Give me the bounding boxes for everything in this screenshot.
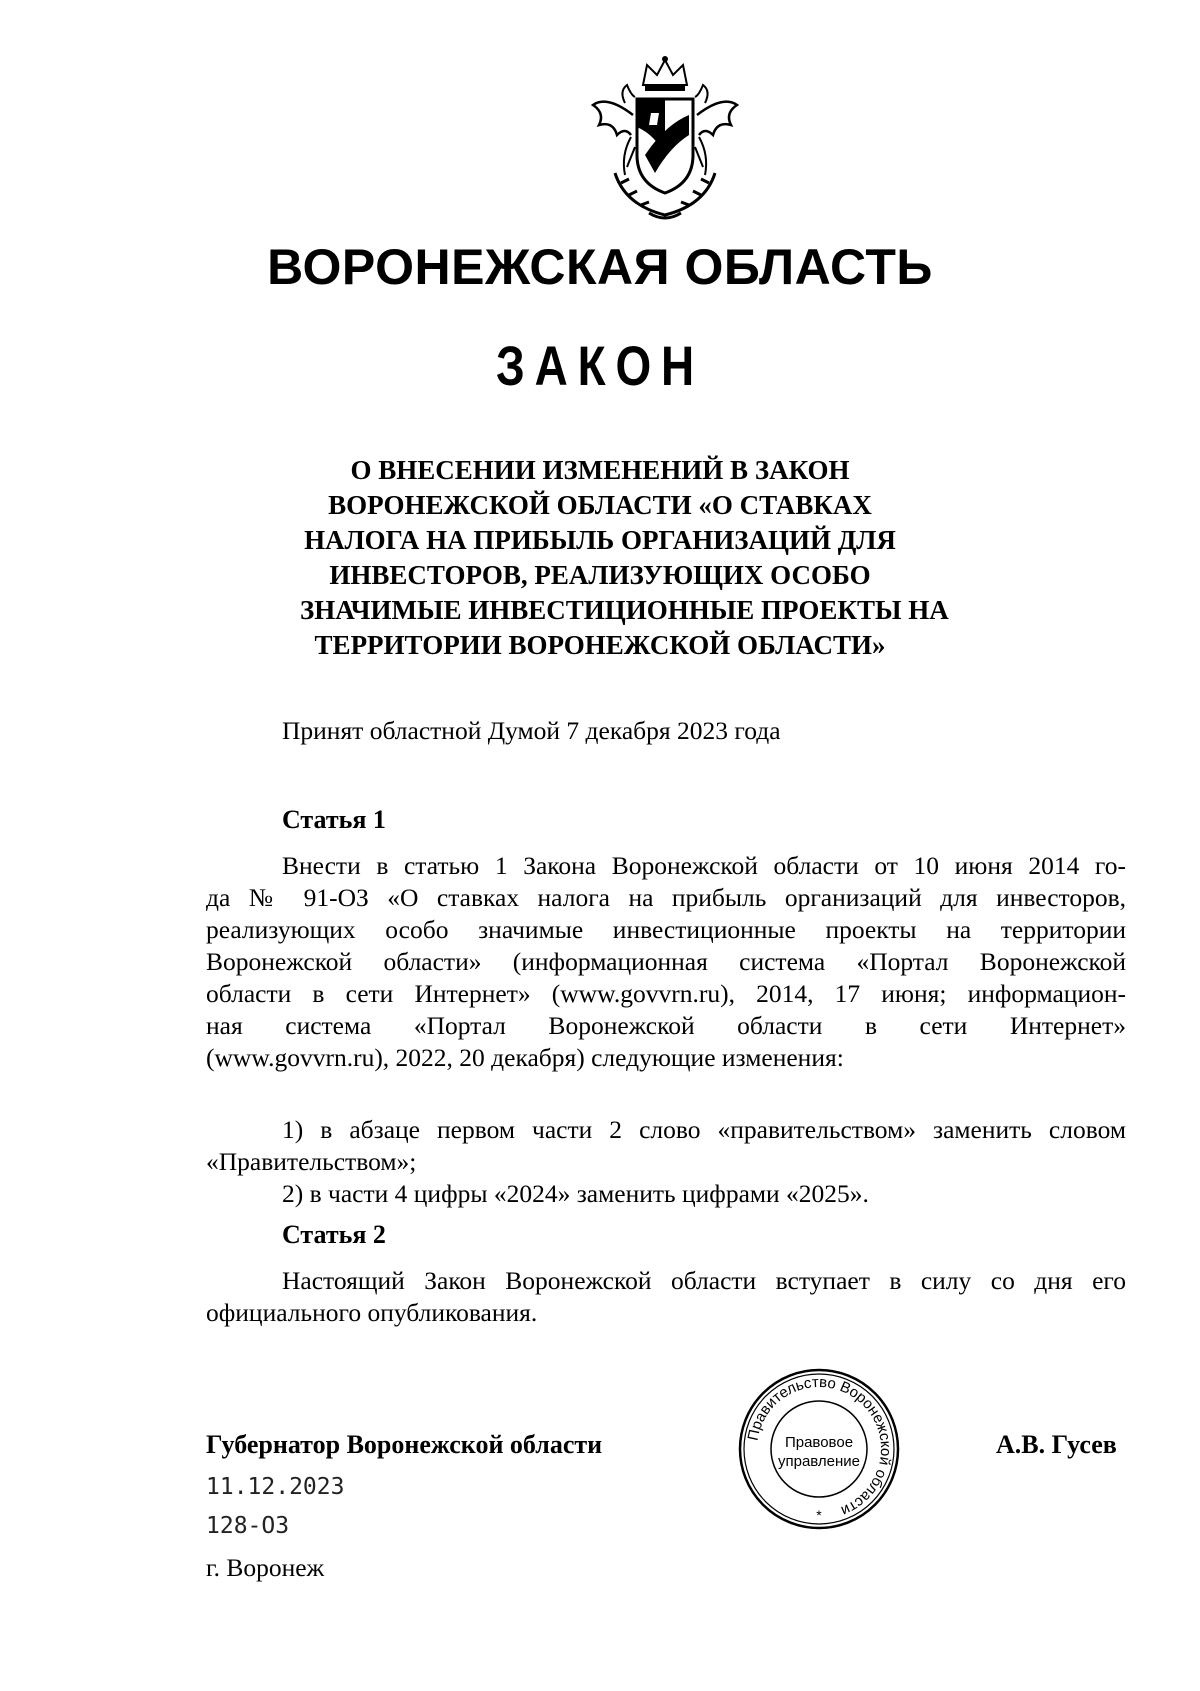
text-line: реализующих особо значимые инвестиционные проекты на территории [206, 915, 1126, 944]
stamp-center-text [738, 1433, 900, 1471]
article-2-text [206, 1265, 1126, 1329]
text-line: да № 91-ОЗ «О ставках налога на прибыль организаций для инвесторов, [206, 883, 1126, 912]
law-heading-line: ИНВЕСТОРОВ, РЕАЛИЗУЮЩИХ ОСОБО [329, 560, 871, 590]
text-line: ная система «Портал Воронежской области в сети Интернет» [206, 1011, 1126, 1040]
text-line: 2) в части 4 цифры «2024» заменить цифрами «2025». [282, 1179, 869, 1208]
stamp-ring-text: Правительство Воронежской области [744, 1373, 895, 1520]
law-heading [300, 453, 949, 663]
law-heading-line: ТЕРРИТОРИИ ВОРОНЕЖСКОЙ ОБЛАСТИ» [314, 630, 886, 660]
signing-city: г. Воронеж [206, 1553, 325, 1582]
signing-date: 11.12.2023 [206, 1474, 345, 1500]
text-line: «Правительством»; [206, 1147, 417, 1176]
law-heading-line: ВОРОНЕЖСКОЙ ОБЛАСТИ «О СТАВКАХ [328, 490, 872, 520]
law-heading-line: ЗНАЧИМЫЕ ИНВЕСТИЦИОННЫЕ ПРОЕКТЫ НА [300, 595, 949, 625]
text-line: официального опубликования. [206, 1298, 538, 1327]
text-line: 1) в абзаце первом части 2 слово «правительством» заменить словом [282, 1115, 1126, 1144]
law-heading-line: О ВНЕСЕНИИ ИЗМЕНЕНИЙ В ЗАКОН [350, 455, 850, 485]
article-2-title: Статья 2 [282, 1220, 386, 1249]
text-line: области в сети Интернет» (www.govvrn.ru), 2014, 17 июня; информацион- [206, 979, 1126, 1008]
stamp-center-line: управление [777, 1453, 861, 1470]
text-line: (www.govvrn.ru), 2022, 20 декабря) следующие изменения: [206, 1043, 844, 1072]
text-line: Воронежской области» (информационная система «Портал Воронежской [206, 947, 1126, 976]
text-line: Внести в статью 1 Закона Воронежской области от 10 июня 2014 го- [282, 851, 1126, 880]
article-1-text [206, 850, 1126, 1074]
law-number: 128-ОЗ [206, 1513, 290, 1539]
signatory-position: Губернатор Воронежской области [206, 1430, 603, 1459]
region-title: ВОРОНЕЖСКАЯ ОБЛАСТЬ [267, 239, 933, 295]
coat-of-arms-emblem [585, 55, 745, 225]
adoption-note: Принят областной Думой 7 декабря 2023 года [282, 716, 781, 745]
article-1-items [206, 1114, 1126, 1210]
article-1-title: Статья 1 [282, 805, 386, 834]
signatory-name: А.В. Гусев [996, 1430, 1117, 1459]
stamp-star: * [816, 1507, 822, 1523]
document-type-title: ЗАКОН [495, 334, 705, 397]
text-line: Настоящий Закон Воронежской области вступает в силу со дня его [282, 1266, 1126, 1295]
law-heading-line: НАЛОГА НА ПРИБЫЛЬ ОРГАНИЗАЦИЙ ДЛЯ [304, 525, 896, 555]
stamp-center-line: Правовое [784, 1434, 854, 1451]
